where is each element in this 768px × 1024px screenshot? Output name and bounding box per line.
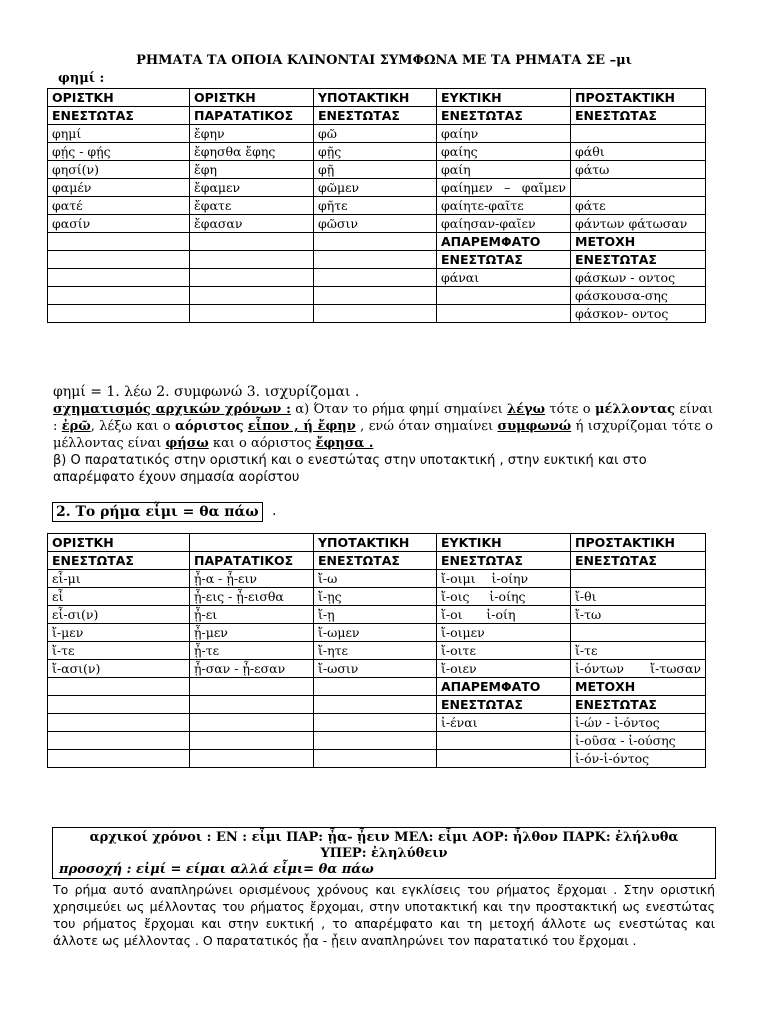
header-cell: ΕΝΕΣΤΩΤΑΣ (571, 696, 706, 714)
header-cell: ΜΕΤΟΧΗ (571, 233, 706, 251)
table-cell (314, 269, 437, 287)
keyword: φήσω (165, 436, 209, 451)
table-cell: ἴ-ωμεν (314, 624, 437, 642)
header-cell: ΥΠΟΤΑΚΤΙΚΗ (314, 89, 437, 107)
table-row (48, 179, 706, 197)
table-cell (314, 696, 437, 714)
header-cell: ΕΝΕΣΤΩΤΑΣ (48, 107, 190, 125)
table-cell (571, 125, 706, 143)
table-cell: φαίην (437, 125, 571, 143)
header-cell: ΕΝΕΣΤΩΤΑΣ (437, 251, 571, 269)
table-cell: ᾖ-α - ᾖ-ειν (190, 570, 314, 588)
table-cell (48, 678, 190, 696)
header-cell: ΕΝΕΣΤΩΤΑΣ (48, 552, 190, 570)
table-cell (437, 732, 571, 750)
table-cell (190, 696, 314, 714)
table-cell (314, 305, 437, 323)
header-cell: ΕΝΕΣΤΩΤΑΣ (314, 552, 437, 570)
table-cell (48, 251, 190, 269)
table-row (48, 696, 706, 714)
table-cell (48, 305, 190, 323)
participle-cell: φάσκουσα-σης (571, 287, 706, 305)
table-row (48, 143, 706, 161)
table-header-row (48, 534, 706, 552)
table-cell (314, 732, 437, 750)
keyword: εἶπον , ή ἔφην (247, 419, 356, 434)
table-row (48, 305, 706, 323)
table-cell: ἔφην (190, 125, 314, 143)
table-cell: φῶ (314, 125, 437, 143)
table-row (48, 269, 706, 287)
table-header-row (48, 107, 706, 125)
header-cell: ΕΝΕΣΤΩΤΑΣ (571, 107, 706, 125)
header-cell: ΑΠΑΡΕΜΦΑΤΟ (437, 233, 571, 251)
text-span: α) Όταν το ρήμα φημί σημαίνει (290, 402, 508, 417)
table-cell (314, 750, 437, 768)
table-cell: φημί (48, 125, 190, 143)
conjugation-table-eimi (47, 533, 706, 768)
section-2-title: 2. Το ρήμα εἶμι = θα πάω (52, 502, 263, 522)
table-cell: ἴ-τω (571, 606, 706, 624)
table-row (48, 125, 706, 143)
table-cell: φαμέν (48, 179, 190, 197)
header-cell: ΕΝΕΣΤΩΤΑΣ (571, 552, 706, 570)
principal-parts-line: αρχικοί χρόνοι : ΕΝ : εἶμι ΠΑΡ: ᾖα- ᾖειν ΜΕΛ: εἶμι ΑΟΡ: ἦλθον ΠΑΡΚ: ἐλήλυθα (89, 830, 679, 845)
table-header-row (48, 89, 706, 107)
table-cell: φησί(ν) (48, 161, 190, 179)
table-row (48, 570, 706, 588)
header-cell: ΕΥΚΤΙΚΗ (437, 89, 571, 107)
table-cell (314, 287, 437, 305)
table-cell (48, 750, 190, 768)
table-cell: ἴ-οιμι ἰ-οίην (437, 570, 571, 588)
table-row (48, 642, 706, 660)
table-cell: ἴ-ῃς (314, 588, 437, 606)
participle-cell: ἰ-οῦσα - ἰ-ούσης (571, 732, 706, 750)
table-cell: ἔφατε (190, 197, 314, 215)
table-cell: ἴ-οι ἰ-οίη (437, 606, 571, 624)
table-cell: ἔφασαν (190, 215, 314, 233)
table-cell: φασίν (48, 215, 190, 233)
text-span: και ο αόριστος (208, 436, 316, 451)
keyword: ἔφησα . (315, 436, 374, 451)
table-header-row (48, 552, 706, 570)
table-cell (314, 714, 437, 732)
table-cell: φῇ (314, 161, 437, 179)
note-b-paragraph: β) Ο παρατατικός στην οριστική και ο ενεστώτας στην υποτακτική , στην ευκτική και στο απαρέμφατο έχουν σημασία αορίστου (53, 453, 647, 485)
table-cell (190, 750, 314, 768)
table-row (48, 750, 706, 768)
table-cell: φαίητε-φαῖτε (437, 197, 571, 215)
table-cell: φάθι (571, 143, 706, 161)
participle-cell: ἰ-όν-ἰ-όντος (571, 750, 706, 768)
table-cell (571, 570, 706, 588)
table-row (48, 606, 706, 624)
table-cell: φῶσιν (314, 215, 437, 233)
table-cell: εἶ (48, 588, 190, 606)
table-cell (314, 678, 437, 696)
text-span: , ενώ όταν σημαίνει (355, 419, 498, 434)
table-cell (190, 233, 314, 251)
page-title: ΡΗΜΑΤΑ ΤΑ ΟΠΟΙΑ ΚΛΙΝΟΝΤΑΙ ΣΥΜΦΩΝΑ ΜΕ ΤΑ ΡΗΜΑΤΑ ΣΕ –μι (136, 53, 632, 68)
closing-paragraph: Το ρήμα αυτό αναπληρώνει ορισμένους χρόνους και εγκλίσεις του ρήματος ἔρχομαι . Στην οριστική χρησιμεύει ως μέλλοντας του ρήματος ἔρχομαι, στην υποτακτική και την προστακτική ως ενεστώτας του ρήματος ἔρχομαι και στην ευκτική , το απαρέμφατο και τη μετοχή άλλοτε ως ενεστώτας και άλλοτε ως μέλλοντας . Ο παρατατικός ᾖα - ᾖειν αναπληρώνει τον παρατατικό του ἔρχομαι . (53, 882, 715, 948)
table-cell: ἰ-όντων ἴ-τωσαν (571, 660, 706, 678)
participle-cell: φάσκων - οντος (571, 269, 706, 287)
table-cell: φατέ (48, 197, 190, 215)
table-row (48, 197, 706, 215)
header-cell: ΕΝΕΣΤΩΤΑΣ (437, 107, 571, 125)
formation-heading: σχηματισμός αρχικών χρόνων : (53, 402, 291, 417)
table-cell: φαίημεν – φαῖμεν (437, 179, 571, 197)
table-cell: φῆτε (314, 197, 437, 215)
header-cell: ΠΑΡΑΤΑΤΙΚΟΣ (190, 552, 314, 570)
verb-label-fimi: φημί : (58, 71, 105, 86)
table-cell: ᾖ-σαν - ᾖ-εσαν (190, 660, 314, 678)
table-row (48, 660, 706, 678)
keyword: αόριστος (174, 419, 244, 434)
principal-parts-box (52, 827, 716, 879)
table-cell (314, 251, 437, 269)
table-cell: ἴ-οις ἰ-οίης (437, 588, 571, 606)
table-cell (190, 732, 314, 750)
header-cell: ΟΡΙΣΤΚΗ (190, 89, 314, 107)
table-cell: φαίης (437, 143, 571, 161)
keyword: συμφωνώ (497, 419, 572, 434)
keyword: μέλλοντας (595, 402, 676, 417)
principal-parts-line: ΥΠΕΡ: ἐληλύθειν (320, 846, 448, 861)
text-span: είναι : (53, 402, 714, 434)
table-cell (571, 624, 706, 642)
conjugation-table-fimi (47, 88, 706, 323)
table-row (48, 287, 706, 305)
table-row (48, 588, 706, 606)
meanings-line: φημί = 1. λέω 2. συμφωνώ 3. ισχυρίζομαι . (53, 384, 360, 400)
header-cell: ΕΝΕΣΤΩΤΑΣ (437, 696, 571, 714)
table-cell (48, 233, 190, 251)
table-cell (190, 269, 314, 287)
table-cell: ἔφη (190, 161, 314, 179)
header-cell: ΠΡΟΣΤΑΚΤΙΚΗ (571, 534, 706, 552)
formation-paragraph (53, 401, 713, 452)
header-cell: ΥΠΟΤΑΚΤΙΚΗ (314, 534, 437, 552)
participle-cell: φάσκον- οντος (571, 305, 706, 323)
table-cell: ἴ-ῃ (314, 606, 437, 624)
table-cell: ᾖ-τε (190, 642, 314, 660)
text-span: τότε ο (545, 402, 595, 417)
table-cell (571, 179, 706, 197)
header-cell: ΕΝΕΣΤΩΤΑΣ (571, 251, 706, 269)
table-cell: εἶ-μι (48, 570, 190, 588)
table-cell (314, 233, 437, 251)
header-cell: ΕΝΕΣΤΩΤΑΣ (437, 552, 571, 570)
header-cell: ΑΠΑΡΕΜΦΑΤΟ (437, 678, 571, 696)
table-cell: ᾖ-μεν (190, 624, 314, 642)
table-row (48, 251, 706, 269)
table-cell: ἴ-οιεν (437, 660, 571, 678)
table-cell: φῄς - φῄς (48, 143, 190, 161)
header-cell: ΠΡΟΣΤΑΚΤΙΚΗ (571, 89, 706, 107)
table-cell: ἴ-ασι(ν) (48, 660, 190, 678)
header-cell: ΕΥΚΤΙΚΗ (437, 534, 571, 552)
table-cell (190, 714, 314, 732)
header-cell (190, 534, 314, 552)
table-cell (48, 714, 190, 732)
table-row (48, 161, 706, 179)
table-cell: ἴ-ω (314, 570, 437, 588)
table-cell (190, 287, 314, 305)
table-cell (437, 305, 571, 323)
table-cell: φῶμεν (314, 179, 437, 197)
table-cell: εἶ-σι(ν) (48, 606, 190, 624)
table-row (48, 714, 706, 732)
table-cell: ἴ-ητε (314, 642, 437, 660)
header-cell: ΕΝΕΣΤΩΤΑΣ (314, 107, 437, 125)
table-cell (48, 696, 190, 714)
table-cell: ᾖ-εις - ᾖ-εισθα (190, 588, 314, 606)
text-span: ή ισχυρίζομαι τότε ο μέλλοντας είναι (53, 419, 714, 451)
table-cell: φῇς (314, 143, 437, 161)
table-cell: ἔφαμεν (190, 179, 314, 197)
table-cell (48, 732, 190, 750)
keyword: ἐρῶ (61, 419, 91, 434)
table-cell: ἔφησθα ἔφης (190, 143, 314, 161)
table-cell: φάτε (571, 197, 706, 215)
header-cell: ΠΑΡΑΤΑΤΙΚΟΣ (190, 107, 314, 125)
table-cell: ᾖ-ει (190, 606, 314, 624)
table-row (48, 624, 706, 642)
header-cell: ΟΡΙΣΤΚΗ (48, 89, 190, 107)
table-cell (437, 287, 571, 305)
table-cell (190, 305, 314, 323)
table-cell (437, 750, 571, 768)
table-cell: ἴ-θι (571, 588, 706, 606)
header-cell: ΜΕΤΟΧΗ (571, 678, 706, 696)
table-cell: ἴ-οιμεν (437, 624, 571, 642)
table-cell (190, 678, 314, 696)
table-cell: ἴ-τε (571, 642, 706, 660)
table-cell: ἴ-μεν (48, 624, 190, 642)
table-cell: ἴ-ωσιν (314, 660, 437, 678)
table-row (48, 233, 706, 251)
participle-cell: ἰ-ών - ἰ-όντος (571, 714, 706, 732)
table-cell: ἴ-τε (48, 642, 190, 660)
keyword: λέγω (507, 402, 546, 417)
header-cell: ΟΡΙΣΤΚΗ (48, 534, 190, 552)
table-cell (190, 251, 314, 269)
attention-note: προσοχή : εἰμί = είμαι αλλά εἶμι= θα πάω (59, 862, 374, 877)
text-span: , λέξω και ο (90, 419, 175, 434)
table-cell: φαίησαν-φαῖεν (437, 215, 571, 233)
table-row (48, 215, 706, 233)
section-2-dot: . (272, 503, 277, 519)
table-cell: φαίη (437, 161, 571, 179)
infinitive-cell: φάναι (437, 269, 571, 287)
table-row (48, 732, 706, 750)
table-cell: φάτω (571, 161, 706, 179)
table-cell: φάντων φάτωσαν (571, 215, 706, 233)
table-cell (48, 269, 190, 287)
table-cell: ἴ-οιτε (437, 642, 571, 660)
infinitive-cell: ἰ-έναι (437, 714, 571, 732)
table-row (48, 678, 706, 696)
table-cell (48, 287, 190, 305)
